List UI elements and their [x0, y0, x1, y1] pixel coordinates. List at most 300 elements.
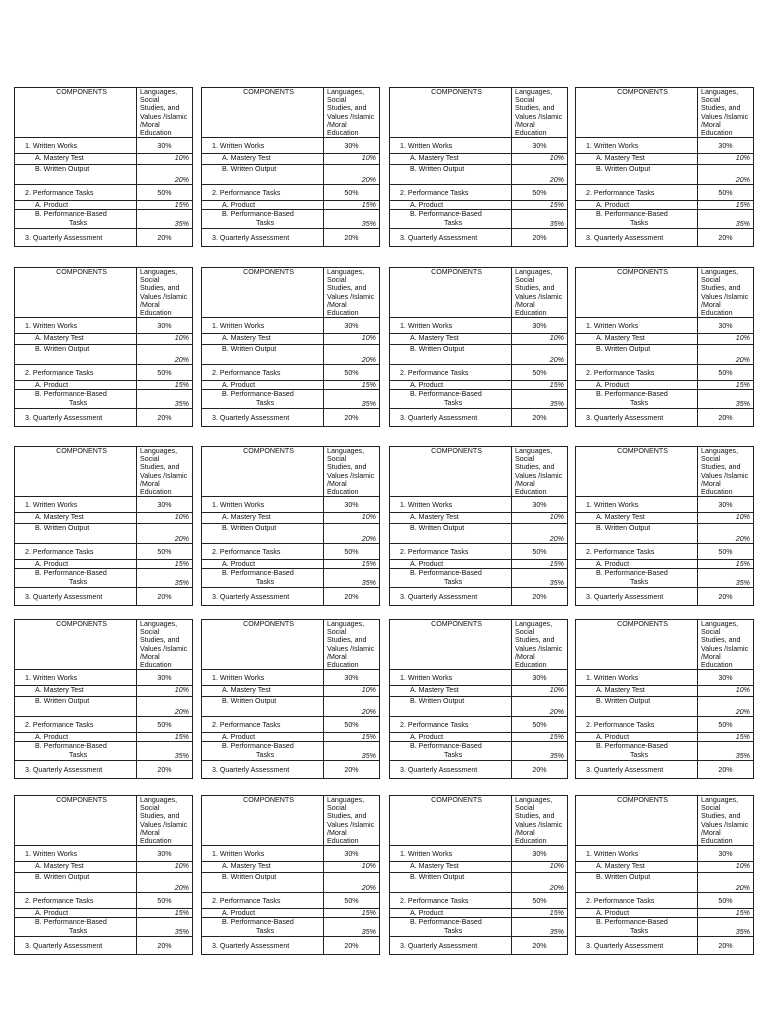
product-weight: 15% [549, 909, 564, 918]
components-table [390, 268, 567, 426]
mastery-test-weight: 10% [549, 686, 564, 695]
components-header: COMPONENTS [390, 796, 512, 846]
components-header: COMPONENTS [15, 796, 137, 846]
written-output-weight: 20% [361, 884, 376, 893]
performance-tasks-label: 2. Performance Tasks [15, 717, 137, 733]
written-output-label: B. Written Output [202, 697, 324, 717]
mastery-test-weight: 10% [174, 334, 189, 343]
performance-tasks-label: 2. Performance Tasks [390, 544, 512, 560]
written-works-weight: 30% [157, 673, 172, 682]
performance-based-weight: 35% [735, 928, 750, 937]
written-output-label: B. Written Output [15, 524, 137, 544]
performance-based-line2: Tasks [256, 750, 275, 759]
performance-based-line1: B. Performance-Based [596, 210, 668, 219]
performance-tasks-label: 2. Performance Tasks [15, 185, 137, 201]
written-works-weight: 30% [344, 849, 359, 858]
performance-tasks-weight: 50% [344, 547, 359, 556]
quarterly-assessment-weight: 20% [718, 941, 733, 950]
mastery-test-weight: 10% [549, 513, 564, 522]
quarterly-assessment-label: 3. Quarterly Assessment [390, 229, 512, 246]
written-works-label: 1. Written Works [576, 670, 698, 686]
performance-based-line1: B. Performance-Based [410, 390, 482, 399]
performance-based-line2: Tasks [69, 750, 88, 759]
written-output-weight: 20% [174, 176, 189, 185]
product-label: A. Product [390, 201, 512, 210]
written-works-label: 1. Written Works [576, 846, 698, 862]
grading-components-card [14, 795, 193, 955]
performance-based-line1: B. Performance-Based [410, 569, 482, 578]
quarterly-assessment-weight: 20% [344, 233, 359, 242]
performance-tasks-weight: 50% [157, 188, 172, 197]
mastery-test-weight: 10% [361, 154, 376, 163]
components-table [15, 447, 192, 605]
written-works-weight: 30% [157, 849, 172, 858]
components-header: COMPONENTS [390, 88, 512, 138]
components-header: COMPONENTS [390, 268, 512, 318]
subject-header: Languages, Social Studies, and Values /Islamic /Moral Education [701, 268, 749, 318]
quarterly-assessment-label: 3. Quarterly Assessment [576, 937, 698, 954]
grading-components-card [201, 87, 380, 247]
written-works-weight: 30% [718, 321, 733, 330]
mastery-test-weight: 10% [174, 686, 189, 695]
mastery-test-label: A. Mastery Test [15, 154, 137, 165]
components-header: COMPONENTS [576, 796, 698, 846]
quarterly-assessment-label: 3. Quarterly Assessment [202, 761, 324, 778]
performance-based-label [390, 742, 512, 761]
written-works-label: 1. Written Works [202, 497, 324, 513]
performance-based-weight: 35% [361, 928, 376, 937]
written-output-label: B. Written Output [390, 524, 512, 544]
components-table [202, 268, 379, 426]
performance-based-weight: 35% [174, 220, 189, 229]
product-label: A. Product [202, 201, 324, 210]
mastery-test-weight: 10% [735, 686, 750, 695]
quarterly-assessment-weight: 20% [157, 233, 172, 242]
performance-tasks-label: 2. Performance Tasks [202, 544, 324, 560]
performance-based-line1: B. Performance-Based [222, 569, 294, 578]
subject-header: Languages, Social Studies, and Values /Islamic /Moral Education [515, 447, 563, 497]
grading-components-card [575, 795, 754, 955]
performance-based-line2: Tasks [256, 577, 275, 586]
grading-components-card [201, 267, 380, 427]
components-header: COMPONENTS [15, 620, 137, 670]
components-table [576, 447, 753, 605]
quarterly-assessment-label: 3. Quarterly Assessment [576, 761, 698, 778]
subject-header: Languages, Social Studies, and Values /Islamic /Moral Education [327, 447, 375, 497]
written-works-label: 1. Written Works [202, 138, 324, 154]
quarterly-assessment-weight: 20% [157, 413, 172, 422]
performance-based-line1: B. Performance-Based [596, 742, 668, 751]
performance-based-label [576, 742, 698, 761]
quarterly-assessment-label: 3. Quarterly Assessment [15, 761, 137, 778]
performance-based-line2: Tasks [630, 926, 649, 935]
subject-header: Languages, Social Studies, and Values /Islamic /Moral Education [701, 88, 749, 138]
product-label: A. Product [390, 733, 512, 742]
written-works-weight: 30% [718, 849, 733, 858]
performance-based-line1: B. Performance-Based [222, 210, 294, 219]
performance-tasks-label: 2. Performance Tasks [576, 544, 698, 560]
mastery-test-label: A. Mastery Test [390, 334, 512, 345]
written-output-label: B. Written Output [576, 345, 698, 365]
product-weight: 15% [735, 381, 750, 390]
quarterly-assessment-weight: 20% [718, 233, 733, 242]
subject-header: Languages, Social Studies, and Values /Islamic /Moral Education [327, 620, 375, 670]
quarterly-assessment-weight: 20% [532, 592, 547, 601]
grading-components-card [14, 87, 193, 247]
written-output-weight: 20% [361, 356, 376, 365]
grading-components-card [389, 267, 568, 427]
performance-tasks-label: 2. Performance Tasks [202, 365, 324, 381]
performance-tasks-weight: 50% [718, 547, 733, 556]
performance-tasks-weight: 50% [344, 896, 359, 905]
written-works-weight: 30% [532, 673, 547, 682]
written-output-label: B. Written Output [576, 697, 698, 717]
quarterly-assessment-label: 3. Quarterly Assessment [390, 409, 512, 426]
quarterly-assessment-weight: 20% [718, 413, 733, 422]
components-table [15, 88, 192, 246]
mastery-test-weight: 10% [174, 513, 189, 522]
performance-based-label [202, 918, 324, 937]
components-header: COMPONENTS [576, 620, 698, 670]
performance-tasks-label: 2. Performance Tasks [390, 717, 512, 733]
performance-based-weight: 35% [361, 579, 376, 588]
performance-based-line1: B. Performance-Based [222, 742, 294, 751]
components-table [15, 796, 192, 954]
performance-based-line2: Tasks [69, 577, 88, 586]
performance-tasks-label: 2. Performance Tasks [15, 893, 137, 909]
written-output-weight: 20% [549, 356, 564, 365]
written-output-label: B. Written Output [15, 697, 137, 717]
performance-tasks-weight: 50% [157, 368, 172, 377]
written-works-label: 1. Written Works [390, 846, 512, 862]
performance-tasks-label: 2. Performance Tasks [576, 893, 698, 909]
performance-based-label [15, 210, 137, 229]
written-output-weight: 20% [735, 176, 750, 185]
product-label: A. Product [202, 560, 324, 569]
performance-based-label [576, 210, 698, 229]
grading-components-card [201, 446, 380, 606]
written-works-label: 1. Written Works [390, 138, 512, 154]
components-header: COMPONENTS [390, 447, 512, 497]
written-works-label: 1. Written Works [15, 497, 137, 513]
written-output-weight: 20% [549, 708, 564, 717]
performance-based-line1: B. Performance-Based [35, 390, 107, 399]
performance-based-label [390, 918, 512, 937]
performance-based-label [576, 918, 698, 937]
grading-components-card [575, 619, 754, 779]
performance-based-label [390, 390, 512, 409]
written-works-label: 1. Written Works [202, 846, 324, 862]
subject-header: Languages, Social Studies, and Values /Islamic /Moral Education [140, 88, 188, 138]
mastery-test-weight: 10% [361, 334, 376, 343]
product-label: A. Product [202, 909, 324, 918]
grading-components-card [389, 446, 568, 606]
components-header: COMPONENTS [390, 620, 512, 670]
grading-components-card [14, 267, 193, 427]
performance-based-line1: B. Performance-Based [222, 390, 294, 399]
performance-based-weight: 35% [735, 220, 750, 229]
performance-tasks-label: 2. Performance Tasks [202, 185, 324, 201]
product-weight: 15% [549, 560, 564, 569]
performance-based-label [202, 569, 324, 588]
product-weight: 15% [361, 560, 376, 569]
written-works-label: 1. Written Works [15, 138, 137, 154]
performance-tasks-weight: 50% [344, 188, 359, 197]
mastery-test-label: A. Mastery Test [202, 334, 324, 345]
subject-header: Languages, Social Studies, and Values /Islamic /Moral Education [327, 796, 375, 846]
performance-based-line2: Tasks [630, 398, 649, 407]
quarterly-assessment-weight: 20% [344, 765, 359, 774]
performance-based-label [15, 742, 137, 761]
performance-based-line2: Tasks [69, 218, 88, 227]
written-output-weight: 20% [549, 884, 564, 893]
performance-based-weight: 35% [174, 928, 189, 937]
components-table [15, 268, 192, 426]
subject-header: Languages, Social Studies, and Values /Islamic /Moral Education [140, 796, 188, 846]
written-output-label: B. Written Output [202, 524, 324, 544]
performance-tasks-weight: 50% [157, 896, 172, 905]
performance-tasks-weight: 50% [532, 188, 547, 197]
product-weight: 15% [174, 733, 189, 742]
quarterly-assessment-label: 3. Quarterly Assessment [15, 409, 137, 426]
performance-based-line1: B. Performance-Based [35, 210, 107, 219]
written-output-weight: 20% [174, 884, 189, 893]
written-works-label: 1. Written Works [390, 670, 512, 686]
product-label: A. Product [15, 201, 137, 210]
performance-based-line2: Tasks [444, 218, 463, 227]
performance-based-line2: Tasks [444, 577, 463, 586]
quarterly-assessment-weight: 20% [344, 413, 359, 422]
components-header: COMPONENTS [15, 447, 137, 497]
grading-components-card [575, 267, 754, 427]
product-weight: 15% [549, 381, 564, 390]
performance-based-weight: 35% [174, 579, 189, 588]
components-header: COMPONENTS [576, 447, 698, 497]
subject-header: Languages, Social Studies, and Values /Islamic /Moral Education [701, 447, 749, 497]
product-label: A. Product [202, 381, 324, 390]
quarterly-assessment-weight: 20% [157, 592, 172, 601]
performance-based-line1: B. Performance-Based [410, 742, 482, 751]
grading-components-card [575, 87, 754, 247]
performance-tasks-weight: 50% [157, 547, 172, 556]
product-weight: 15% [174, 381, 189, 390]
performance-based-line1: B. Performance-Based [35, 569, 107, 578]
written-works-label: 1. Written Works [15, 670, 137, 686]
performance-based-label [202, 742, 324, 761]
components-table [202, 447, 379, 605]
product-weight: 15% [174, 560, 189, 569]
written-works-label: 1. Written Works [576, 497, 698, 513]
performance-based-label [202, 210, 324, 229]
mastery-test-weight: 10% [174, 154, 189, 163]
quarterly-assessment-weight: 20% [344, 592, 359, 601]
grading-components-card [389, 795, 568, 955]
written-output-weight: 20% [174, 535, 189, 544]
product-weight: 15% [174, 201, 189, 210]
grading-components-card [389, 87, 568, 247]
performance-based-weight: 35% [735, 752, 750, 761]
quarterly-assessment-label: 3. Quarterly Assessment [15, 937, 137, 954]
subject-header: Languages, Social Studies, and Values /Islamic /Moral Education [701, 796, 749, 846]
written-works-label: 1. Written Works [15, 846, 137, 862]
performance-based-label [202, 390, 324, 409]
performance-based-weight: 35% [174, 752, 189, 761]
product-label: A. Product [15, 909, 137, 918]
written-output-label: B. Written Output [576, 165, 698, 185]
written-output-label: B. Written Output [15, 165, 137, 185]
quarterly-assessment-label: 3. Quarterly Assessment [202, 588, 324, 605]
mastery-test-label: A. Mastery Test [576, 154, 698, 165]
performance-based-line1: B. Performance-Based [596, 918, 668, 927]
performance-based-line2: Tasks [444, 750, 463, 759]
performance-based-line2: Tasks [256, 398, 275, 407]
performance-based-weight: 35% [549, 400, 564, 409]
performance-based-weight: 35% [549, 220, 564, 229]
quarterly-assessment-label: 3. Quarterly Assessment [15, 588, 137, 605]
performance-based-label [15, 390, 137, 409]
performance-based-weight: 35% [549, 752, 564, 761]
written-works-label: 1. Written Works [202, 670, 324, 686]
written-output-weight: 20% [549, 535, 564, 544]
performance-based-label [15, 918, 137, 937]
mastery-test-label: A. Mastery Test [576, 513, 698, 524]
performance-based-line1: B. Performance-Based [596, 569, 668, 578]
performance-tasks-label: 2. Performance Tasks [390, 365, 512, 381]
product-weight: 15% [361, 201, 376, 210]
product-label: A. Product [576, 381, 698, 390]
written-output-weight: 20% [549, 176, 564, 185]
performance-tasks-weight: 50% [344, 368, 359, 377]
performance-based-line2: Tasks [630, 218, 649, 227]
mastery-test-weight: 10% [735, 154, 750, 163]
product-weight: 15% [361, 733, 376, 742]
mastery-test-weight: 10% [735, 513, 750, 522]
performance-tasks-weight: 50% [718, 720, 733, 729]
mastery-test-weight: 10% [361, 513, 376, 522]
grading-components-card [389, 619, 568, 779]
subject-header: Languages, Social Studies, and Values /Islamic /Moral Education [140, 268, 188, 318]
mastery-test-weight: 10% [549, 334, 564, 343]
subject-header: Languages, Social Studies, and Values /Islamic /Moral Education [515, 268, 563, 318]
written-output-weight: 20% [735, 356, 750, 365]
written-output-label: B. Written Output [390, 165, 512, 185]
grading-components-card [201, 795, 380, 955]
written-output-weight: 20% [735, 535, 750, 544]
written-output-label: B. Written Output [202, 345, 324, 365]
written-works-weight: 30% [344, 500, 359, 509]
performance-based-weight: 35% [174, 400, 189, 409]
performance-based-line2: Tasks [256, 926, 275, 935]
performance-tasks-label: 2. Performance Tasks [390, 185, 512, 201]
subject-header: Languages, Social Studies, and Values /Islamic /Moral Education [515, 88, 563, 138]
written-output-weight: 20% [735, 884, 750, 893]
performance-based-weight: 35% [361, 752, 376, 761]
performance-based-line2: Tasks [444, 398, 463, 407]
quarterly-assessment-label: 3. Quarterly Assessment [390, 937, 512, 954]
written-works-weight: 30% [718, 673, 733, 682]
performance-based-weight: 35% [361, 400, 376, 409]
components-table [576, 268, 753, 426]
components-table [390, 796, 567, 954]
performance-based-line2: Tasks [444, 926, 463, 935]
subject-header: Languages, Social Studies, and Values /Islamic /Moral Education [140, 447, 188, 497]
quarterly-assessment-weight: 20% [718, 592, 733, 601]
quarterly-assessment-weight: 20% [532, 413, 547, 422]
quarterly-assessment-label: 3. Quarterly Assessment [576, 229, 698, 246]
performance-tasks-weight: 50% [157, 720, 172, 729]
performance-tasks-label: 2. Performance Tasks [15, 365, 137, 381]
components-header: COMPONENTS [202, 620, 324, 670]
quarterly-assessment-label: 3. Quarterly Assessment [576, 588, 698, 605]
components-table [202, 88, 379, 246]
written-works-label: 1. Written Works [390, 318, 512, 334]
written-output-label: B. Written Output [576, 873, 698, 893]
performance-based-line1: B. Performance-Based [410, 918, 482, 927]
written-output-weight: 20% [361, 708, 376, 717]
components-table [390, 620, 567, 778]
performance-tasks-label: 2. Performance Tasks [202, 893, 324, 909]
components-header: COMPONENTS [202, 796, 324, 846]
performance-based-weight: 35% [735, 579, 750, 588]
product-weight: 15% [361, 909, 376, 918]
grading-components-card [575, 446, 754, 606]
components-header: COMPONENTS [15, 268, 137, 318]
product-weight: 15% [549, 201, 564, 210]
mastery-test-label: A. Mastery Test [202, 154, 324, 165]
written-output-label: B. Written Output [202, 873, 324, 893]
written-works-label: 1. Written Works [390, 497, 512, 513]
product-label: A. Product [576, 201, 698, 210]
written-works-weight: 30% [532, 141, 547, 150]
written-works-weight: 30% [532, 849, 547, 858]
performance-tasks-label: 2. Performance Tasks [576, 365, 698, 381]
subject-header: Languages, Social Studies, and Values /Islamic /Moral Education [327, 268, 375, 318]
performance-tasks-label: 2. Performance Tasks [15, 544, 137, 560]
grading-components-card [14, 446, 193, 606]
product-weight: 15% [735, 560, 750, 569]
components-table [15, 620, 192, 778]
mastery-test-label: A. Mastery Test [15, 686, 137, 697]
mastery-test-weight: 10% [174, 862, 189, 871]
product-label: A. Product [390, 909, 512, 918]
performance-based-line2: Tasks [256, 218, 275, 227]
mastery-test-label: A. Mastery Test [202, 513, 324, 524]
subject-header: Languages, Social Studies, and Values /Islamic /Moral Education [327, 88, 375, 138]
quarterly-assessment-weight: 20% [532, 765, 547, 774]
quarterly-assessment-weight: 20% [532, 941, 547, 950]
components-header: COMPONENTS [202, 88, 324, 138]
written-works-weight: 30% [344, 141, 359, 150]
mastery-test-label: A. Mastery Test [576, 334, 698, 345]
performance-tasks-label: 2. Performance Tasks [576, 717, 698, 733]
quarterly-assessment-weight: 20% [157, 941, 172, 950]
performance-based-line2: Tasks [630, 750, 649, 759]
mastery-test-label: A. Mastery Test [202, 686, 324, 697]
written-output-label: B. Written Output [390, 873, 512, 893]
subject-header: Languages, Social Studies, and Values /Islamic /Moral Education [140, 620, 188, 670]
product-label: A. Product [15, 560, 137, 569]
quarterly-assessment-label: 3. Quarterly Assessment [390, 588, 512, 605]
quarterly-assessment-label: 3. Quarterly Assessment [576, 409, 698, 426]
written-works-weight: 30% [157, 500, 172, 509]
product-label: A. Product [576, 733, 698, 742]
components-header: COMPONENTS [202, 447, 324, 497]
components-header: COMPONENTS [576, 268, 698, 318]
written-works-weight: 30% [718, 141, 733, 150]
performance-based-line1: B. Performance-Based [410, 210, 482, 219]
mastery-test-weight: 10% [361, 686, 376, 695]
written-output-label: B. Written Output [390, 697, 512, 717]
